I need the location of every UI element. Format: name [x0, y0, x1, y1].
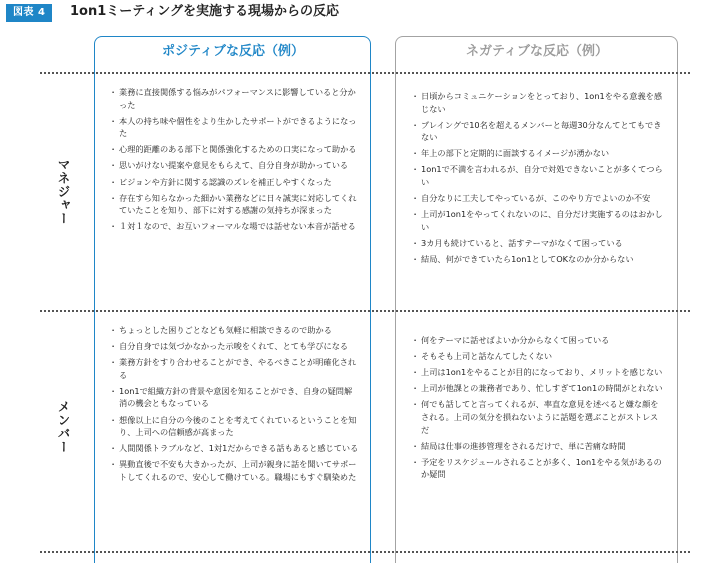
list-item: ・ 結局は仕事の進捗管理をされるだけで、単に苦痛な時間 [412, 440, 666, 453]
list-item: ・ 本人の持ち味や個性をより生かしたサポートができるようになった [110, 115, 360, 140]
list-item: ・ ちょっとした困りごとなども気軽に相談できるので助かる [110, 324, 360, 337]
list-item: ・ 心理的距離のある部下と関係強化するための口実になって助かる [110, 143, 360, 156]
list-item: ・ 1on1で組織方針の背景や意図を知ることができ、自身の疑問解消の機会ともなっている [110, 385, 360, 410]
list-item: ・ 上司が他課との兼務者であり、忙しすぎて1on1の時間がとれない [412, 382, 666, 395]
negative-column-heading: ネガティブな反応（例） [466, 44, 608, 59]
row-divider-bottom [40, 551, 690, 553]
manager-negative-list [412, 90, 666, 269]
figure-badge: 図表 4 [6, 4, 52, 22]
list-item: ・ 想像以上に自分の今後のことを考えてくれているということを知り、上司への信頼感が高まった [110, 414, 360, 439]
row-divider-top [40, 72, 690, 74]
list-item: ・ プレイングで10名を超えるメンバーと毎週30分なんてとてもできない [412, 119, 666, 144]
list-item: ・ 1on1で不満を言われるが、自分で対処できないことが多くてつらい [412, 163, 666, 188]
list-item: ・ 思いがけない提案や意見をもらえて、自分自身が助かっている [110, 159, 360, 172]
figure-title: 1on1ミーティングを実施する現場からの反応 [70, 4, 339, 19]
list-item: ・ １対１なので、お互いフォーマルな場では話せない本音が話せる [110, 220, 360, 233]
list-item: ・ 結局、何ができていたら1on1としてOKなのか分からない [412, 253, 666, 266]
list-item: ・ 上司が1on1をやってくれないのに、自分だけ実施するのはおかしい [412, 208, 666, 233]
row-label-manager: マネジャー [56, 158, 71, 226]
list-item: ・ 業務に直接関係する悩みがパフォーマンスに影響していると分かった [110, 86, 360, 111]
row-divider-middle [40, 310, 690, 312]
list-item: ・ 自分なりに工夫してやっているが、このやり方でよいのか不安 [412, 192, 666, 205]
list-item: ・ 日頃からコミュニケーションをとっており、1on1をやる意義を感じない [412, 90, 666, 115]
list-item: ・ ビジョンや方針に関する認識のズレを補正しやすくなった [110, 176, 360, 189]
list-item: ・ 異動直後で不安も大きかったが、上司が親身に話を聞いてサポートしてくれるので、安心して働けている。職場にもすぐ馴染めた [110, 458, 360, 483]
list-item: ・ 人間関係トラブルなど、1対1だからできる話もあると感じている [110, 442, 360, 455]
list-item: ・ 業務方針をすり合わせることができ、やるべきことが明確化される [110, 356, 360, 381]
list-item: ・ 何でも話してと言ってくれるが、率直な意見を述べると嫌な顔をされる。上司の気分を損ねないように話題を選ぶことがストレスだ [412, 398, 666, 436]
list-item: ・ 存在すら知らなかった細かい業務などに日々誠実に対応してくれていたことを知り、部下に対する感謝の気持ちが深まった [110, 192, 360, 217]
member-positive-list [110, 324, 360, 487]
list-item: ・ 自分自身では気づかなかった示唆をくれて、とても学びになる [110, 340, 360, 353]
list-item: ・ 予定をリスケジュールされることが多く、1on1をやる気があるのか疑問 [412, 456, 666, 481]
member-negative-list [412, 334, 666, 484]
list-item: ・ そもそも上司と話なんてしたくない [412, 350, 666, 363]
list-item: ・ 上司は1on1をやることが目的になっており、メリットを感じない [412, 366, 666, 379]
list-item: ・ 3カ月も続けていると、話すテーマがなくて困っている [412, 237, 666, 250]
list-item: ・ 年上の部下と定期的に面談するイメージが湧かない [412, 147, 666, 160]
list-item: ・ 何をテーマに話せばよいか分からなくて困っている [412, 334, 666, 347]
row-label-member: メンバー [56, 400, 71, 454]
positive-column-heading: ポジティブな反応（例） [162, 44, 304, 59]
manager-positive-list [110, 86, 360, 236]
